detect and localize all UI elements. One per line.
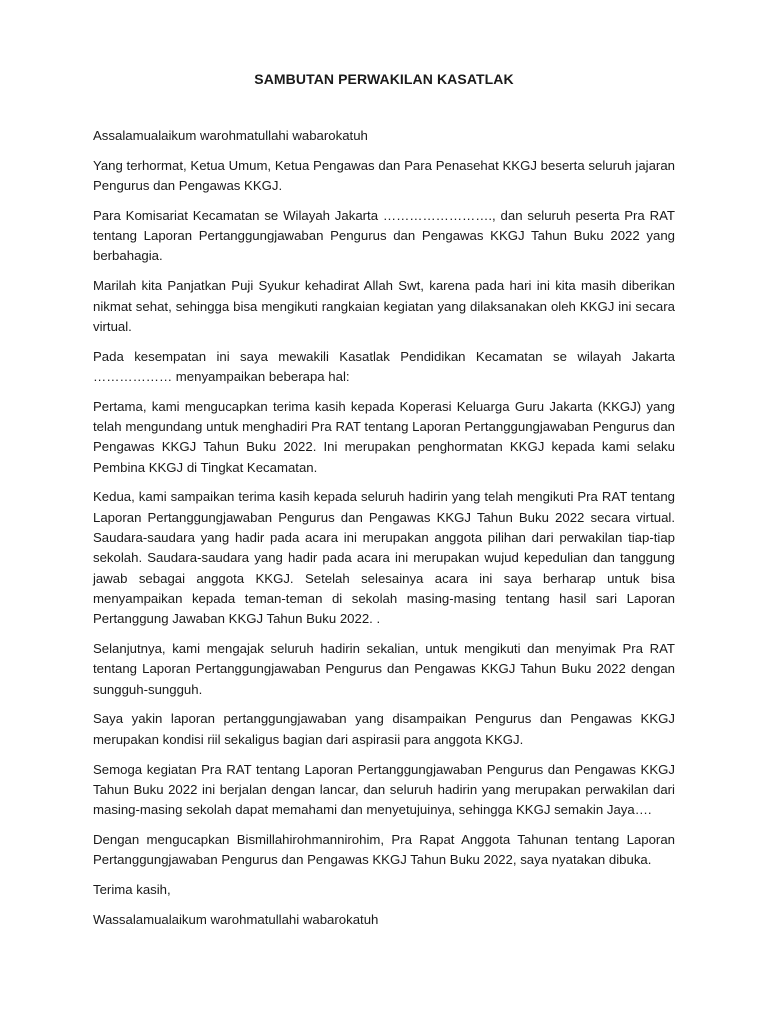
second-point-paragraph: Kedua, kami sampaikan terima kasih kepada seluruh hadirin yang telah mengikuti Pra RAT tentang Laporan Pertanggungjawaban Pengurus dan Pengawas KKGJ Tahun Buku 2022 secara virtual. Saudara-saudara yang hadir pada acara ini merupakan anggota pilihan dari perwakilan tiap-tiap sekolah. Saudara-saudara yang hadir pada acara ini merupakan wujud kepedulian dan tanggung jawab sebagai anggota KKGJ. Setelah selesainya acara ini saya berharap untuk bisa menyampaikan kepada teman-teman di sekolah masing-masing tentang hasil sari Laporan Pertanggung Jawaban KKGJ Tahun Buku 2022. . [93,489,675,627]
opening-paragraph: Dengan mengucapkan Bismillahirohmannirohim, Pra Rapat Anggota Tahunan tentang Laporan Pertanggungjawaban Pengurus dan Pengawas KKGJ Tahun Buku 2022, saya nyatakan dibuka. [93,831,675,868]
hope-paragraph: Semoga kegiatan Pra RAT tentang Laporan Pertanggungjawaban Pengurus dan Pengawas KKGJ Tahun Buku 2022 ini berjalan dengan lancar, dan seluruh hadirin yang merupakan perwakilan dari masing-masing sekolah dapat memahami dan menyetujuinya, sehingga KKGJ semakin Jaya…. [93,761,675,818]
confidence-paragraph: Saya yakin laporan pertanggungjawaban yang disampaikan Pengurus dan Pengawas KKGJ merupakan kondisi riil sekaligus bagian dari aspirasii para anggota KKGJ. [93,711,675,747]
honorific-paragraph: Yang terhormat, Ketua Umum, Ketua Pengawas dan Para Penasehat KKGJ beserta seluruh jajaran Pengurus dan Pengawas KKGJ. [93,157,675,194]
greeting-paragraph: Assalamualaikum warohmatullahi wabarokatuh [93,128,368,143]
closing-greeting-paragraph: Wassalamualaikum warohmatullahi wabarokatuh [93,911,379,927]
introduction-paragraph: Pada kesempatan ini saya mewakili Kasatlak Pendidikan Kecamatan se wilayah Jakarta ……………… menyampaikan beberapa hal: [93,348,675,384]
invitation-paragraph: Selanjutnya, kami mengajak seluruh hadirin sekalian, untuk mengikuti dan menyimak Pra RAT tentang Laporan Pertanggungjawaban Pengurus dan Pengawas KKGJ Tahun Buku 2022 dengan sungguh-sungguh. [93,641,675,697]
audience-paragraph: Para Komisariat Kecamatan se Wilayah Jakarta ……………………., dan seluruh peserta Pra RAT tentang Laporan Pertanggungjawaban Pengurus dan Pengawas KKGJ Tahun Buku 2022 yang berbahagia. [93,207,675,264]
thanks-paragraph: Terima kasih, [93,882,171,897]
document-title: SAMBUTAN PERWAKILAN KASATLAK [254,71,514,87]
document-body [93,126,675,940]
first-point-paragraph: Pertama, kami mengucapkan terima kasih kepada Koperasi Keluarga Guru Jakarta (KKGJ) yang telah mengundang untuk menghadiri Pra RAT tentang Laporan Pertanggungjawaban Pengurus dan Pengawas KKGJ Tahun Buku 2022. Ini merupakan penghormatan KKGJ kepada kami selaku Pembina KKGJ di Tingkat Kecamatan. [93,398,675,475]
gratitude-paragraph: Marilah kita Panjatkan Puji Syukur kehadirat Allah Swt, karena pada hari ini kita masih diberikan nikmat sehat, sehingga bisa mengikuti rangkaian kegiatan yang dilaksanakan oleh KKGJ ini secara virtual. [93,278,675,334]
